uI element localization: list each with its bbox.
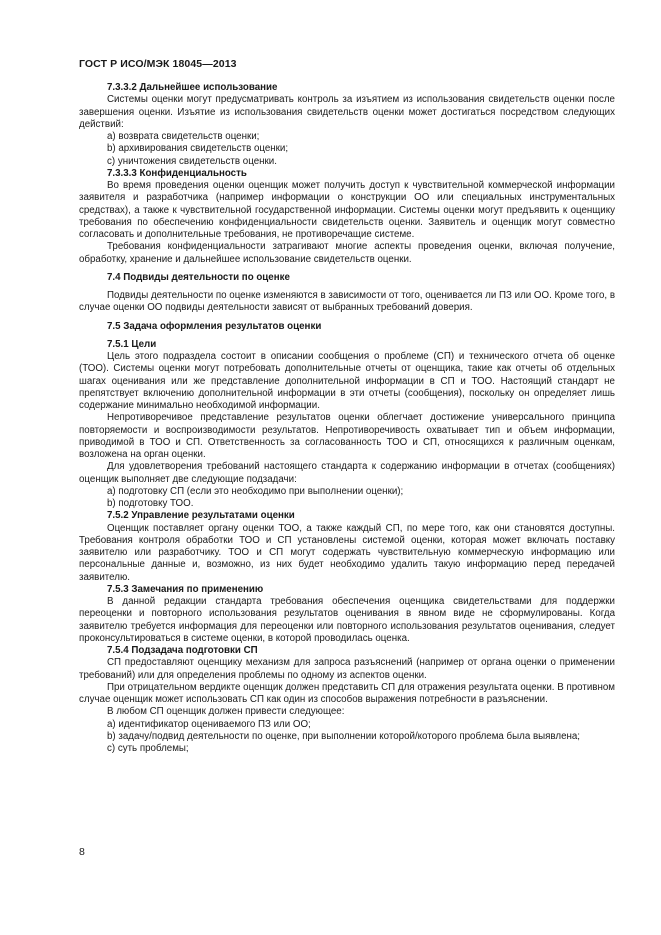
paragraph: Во время проведения оценки оценщик может получить доступ к чувствительной коммерческой информации заявителя и разработчика (например информации о конструкции ОО или специальных инструментальных средствах), а также к чувствительной государственной информации. Системы оценки могут предъявить к оценщику требования по обеспечению конфиденциальности свидетельств оценки. Заявитель и оценщик могут совместно согласовать и дополнительные требования, не противоречащие системе. (79, 180, 615, 240)
list-item: a) идентификатор оцениваемого ПЗ или ОО; (107, 718, 311, 730)
paragraph: Цель этого подраздела состоит в описании сообщения о проблеме (СП) и технического отчета об оценке (ТОО). Системы оценки могут потребовать дополнительные отчеты от оценщика, такие как отчеты об отдельных шагах оценивания или же представление дополнительной информации в СП и ТОО. Настоящий стандарт не препятствует включению дополнительной информации в эти отчеты (сообщения), поскольку он определяет лишь содержание минимально необходимой информации. (79, 351, 615, 411)
standard-header: ГОСТ Р ИСО/МЭК 18045—2013 (79, 58, 237, 70)
list-item: a) подготовку СП (если это необходимо при выполнении оценки); (107, 485, 404, 497)
list-item: b) подготовку ТОО. (107, 498, 194, 509)
paragraph: Подвиды деятельности по оценке изменяются в зависимости от того, оценивается ли ПЗ или ОО. Кроме того, в случае оценки ОО подвиды деятельности зависят от выбранных требований доверия. (79, 290, 615, 314)
paragraph: В любом СП оценщик должен привести следующее: (107, 706, 345, 718)
list-item: a) возврата свидетельств оценки; (107, 131, 260, 142)
section-heading: 7.4 Подвиды деятельности по оценке (107, 271, 290, 283)
paragraph: Системы оценки могут предусматривать контроль за изъятием из использования свидетельств оценки после завершения оценки. Изъятие из использования свидетельств оценки может достигаться посредством следующих действий: (79, 94, 615, 130)
page-number: 8 (79, 846, 85, 858)
paragraph: СП предоставляют оценщику механизм для запроса разъяснений (например от органа оценки о применении требований) или для определения проблемы по одному из аспектов оценки. (79, 657, 615, 681)
paragraph: Требования конфиденциальности затрагивают многие аспекты проведения оценки, включая получение, обработку, хранение и дальнейшее использование свидетельств оценки. (79, 241, 615, 265)
section-heading: 7.5.3 Замечания по применению (107, 583, 264, 595)
document-body (79, 82, 615, 755)
section-heading: 7.5.2 Управление результатами оценки (107, 510, 295, 522)
section-heading: 7.3.3.3 Конфиденциальность (107, 167, 247, 179)
list-item: b) задачу/подвид деятельности по оценке, при выполнении которой/которого проблема была выявлена; (107, 730, 581, 742)
list-item: b) архивирования свидетельств оценки; (107, 143, 289, 155)
paragraph: При отрицательном вердикте оценщик должен представить СП для отражения результата оценки. В противном случае оценщик может использовать СП как один из способов выражения потребности в разъяснении. (79, 681, 615, 705)
section-heading: 7.3.3.2 Дальнейшее использование (107, 82, 278, 93)
list-item: c) суть проблемы; (107, 743, 189, 754)
list-item: c) уничтожения свидетельств оценки. (107, 155, 277, 167)
paragraph: В данной редакции стандарта требования обеспечения оценщика свидетельствами для поддержки переоценки и повторного использования результатов оценивания в явном виде не сформулированы. Когда заявителю требуется информация для переоценки или повторного использования результатов оценивания, следует проконсультироваться в системе оценки, в которой проводилась оценка. (79, 596, 615, 644)
section-heading: 7.5 Задача оформления результатов оценки (107, 320, 322, 332)
paragraph: Оценщик поставляет органу оценки ТОО, а также каждый СП, по мере того, как они становятся доступны. Требования контроля обработки ТОО и СП установлены системой оценки, которая может включать поставку заявителю или разработчику. ТОО и СП могут содержать чувствительную коммерческую информацию или персональные данные и, возможно, из них будет необходимо удалить такую информацию перед передачей заявителю. (79, 522, 615, 583)
paragraph: Непротиворечивое представление результатов оценки облегчает достижение универсального принципа повторяемости и воспроизводимости результатов. Непротиворечивость охватывает тип и объем информации, приводимой в ТОО и СП. Ответственность за согласованность ТОО и СП, относящихся к различным оценкам, возложена на орган оценки. (79, 412, 615, 460)
paragraph: Для удовлетворения требований настоящего стандарта к содержанию информации в отчетах (сообщениях) оценщик выполняет две следующие подзадачи: (79, 461, 615, 485)
section-heading: 7.5.4 Подзадача подготовки СП (107, 645, 258, 656)
section-heading: 7.5.1 Цели (107, 338, 157, 350)
